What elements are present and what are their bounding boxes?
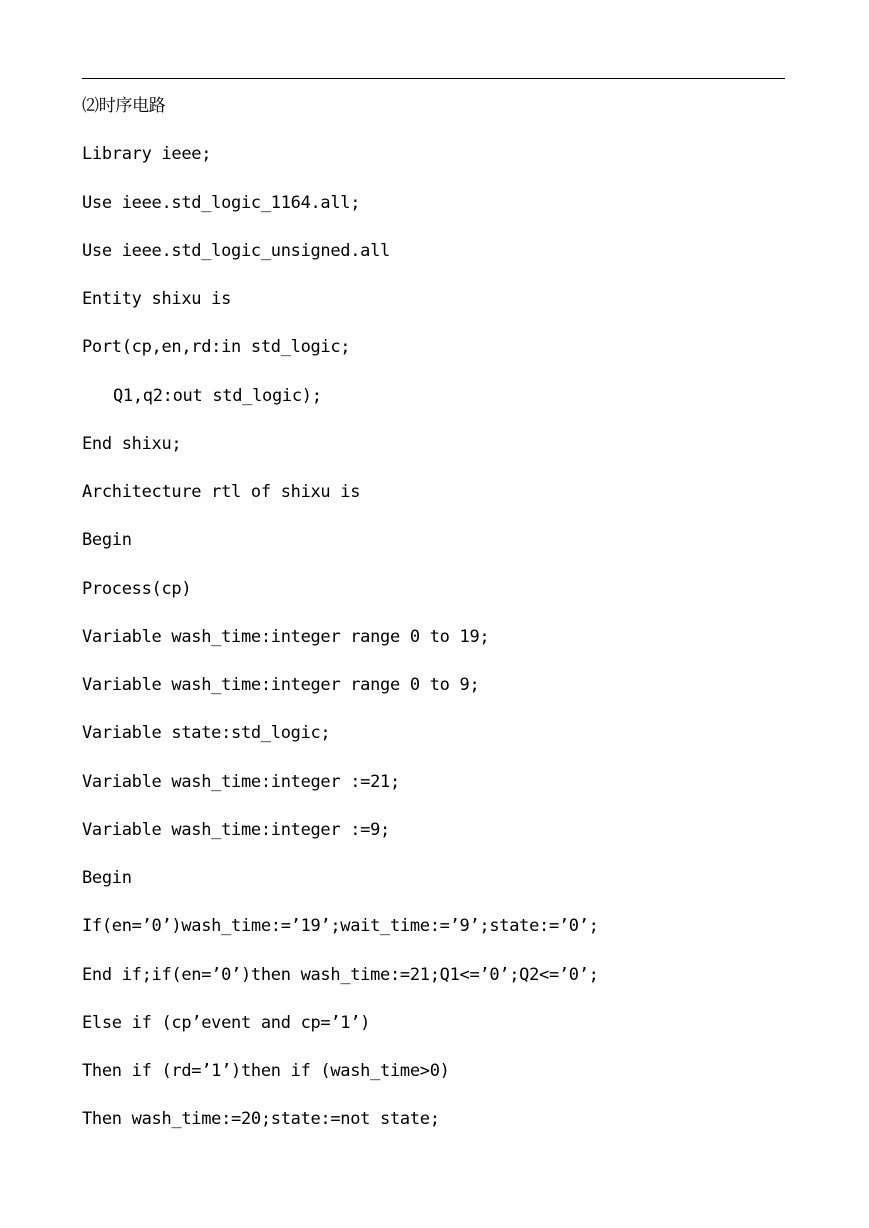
code-line: Variable state:std_logic; (82, 723, 331, 744)
code-line: Variable wash_time:integer :=21; (82, 771, 400, 792)
code-line: Library ieee; (82, 144, 212, 165)
code-line: Else if (cp’event and cp=’1’) (82, 1012, 371, 1033)
code-line: Port(cp,en,rd:in std_logic; (82, 337, 351, 358)
code-line: End shixu; (82, 433, 182, 454)
code-line: Use ieee.std_logic_unsigned.all (82, 240, 390, 261)
code-line: Use ieee.std_logic_1164.all; (82, 192, 361, 213)
code-line: Variable wash_time:integer range 0 to 19; (82, 626, 490, 647)
code-line: If(en=’0’)wash_time:=’19’;wait_time:=’9’;state:=’0’; (82, 916, 599, 937)
code-line: Architecture rtl of shixu is (82, 482, 361, 502)
code-line: Then wash_time:=20;state:=not state; (82, 1109, 440, 1130)
code-line: Begin (82, 530, 132, 551)
code-line: Entity shixu is (82, 289, 232, 309)
code-listing (82, 92, 822, 1154)
code-line: Q1,q2:out std_logic); (113, 385, 322, 406)
code-line: Variable wash_time:integer range 0 to 9; (82, 675, 480, 695)
section-heading: ⑵时序电路 (82, 96, 166, 116)
header-rule (82, 78, 785, 79)
code-line: Begin (82, 868, 132, 888)
code-line: Then if (rd=’1’)then if (wash_time>0) (82, 1061, 450, 1081)
code-line: Variable wash_time:integer :=9; (82, 819, 390, 840)
code-line: Process(cp) (82, 578, 192, 599)
code-line: End if;if(en=’0’)then wash_time:=21;Q1<=’0’;Q2<=’0’; (82, 964, 599, 985)
